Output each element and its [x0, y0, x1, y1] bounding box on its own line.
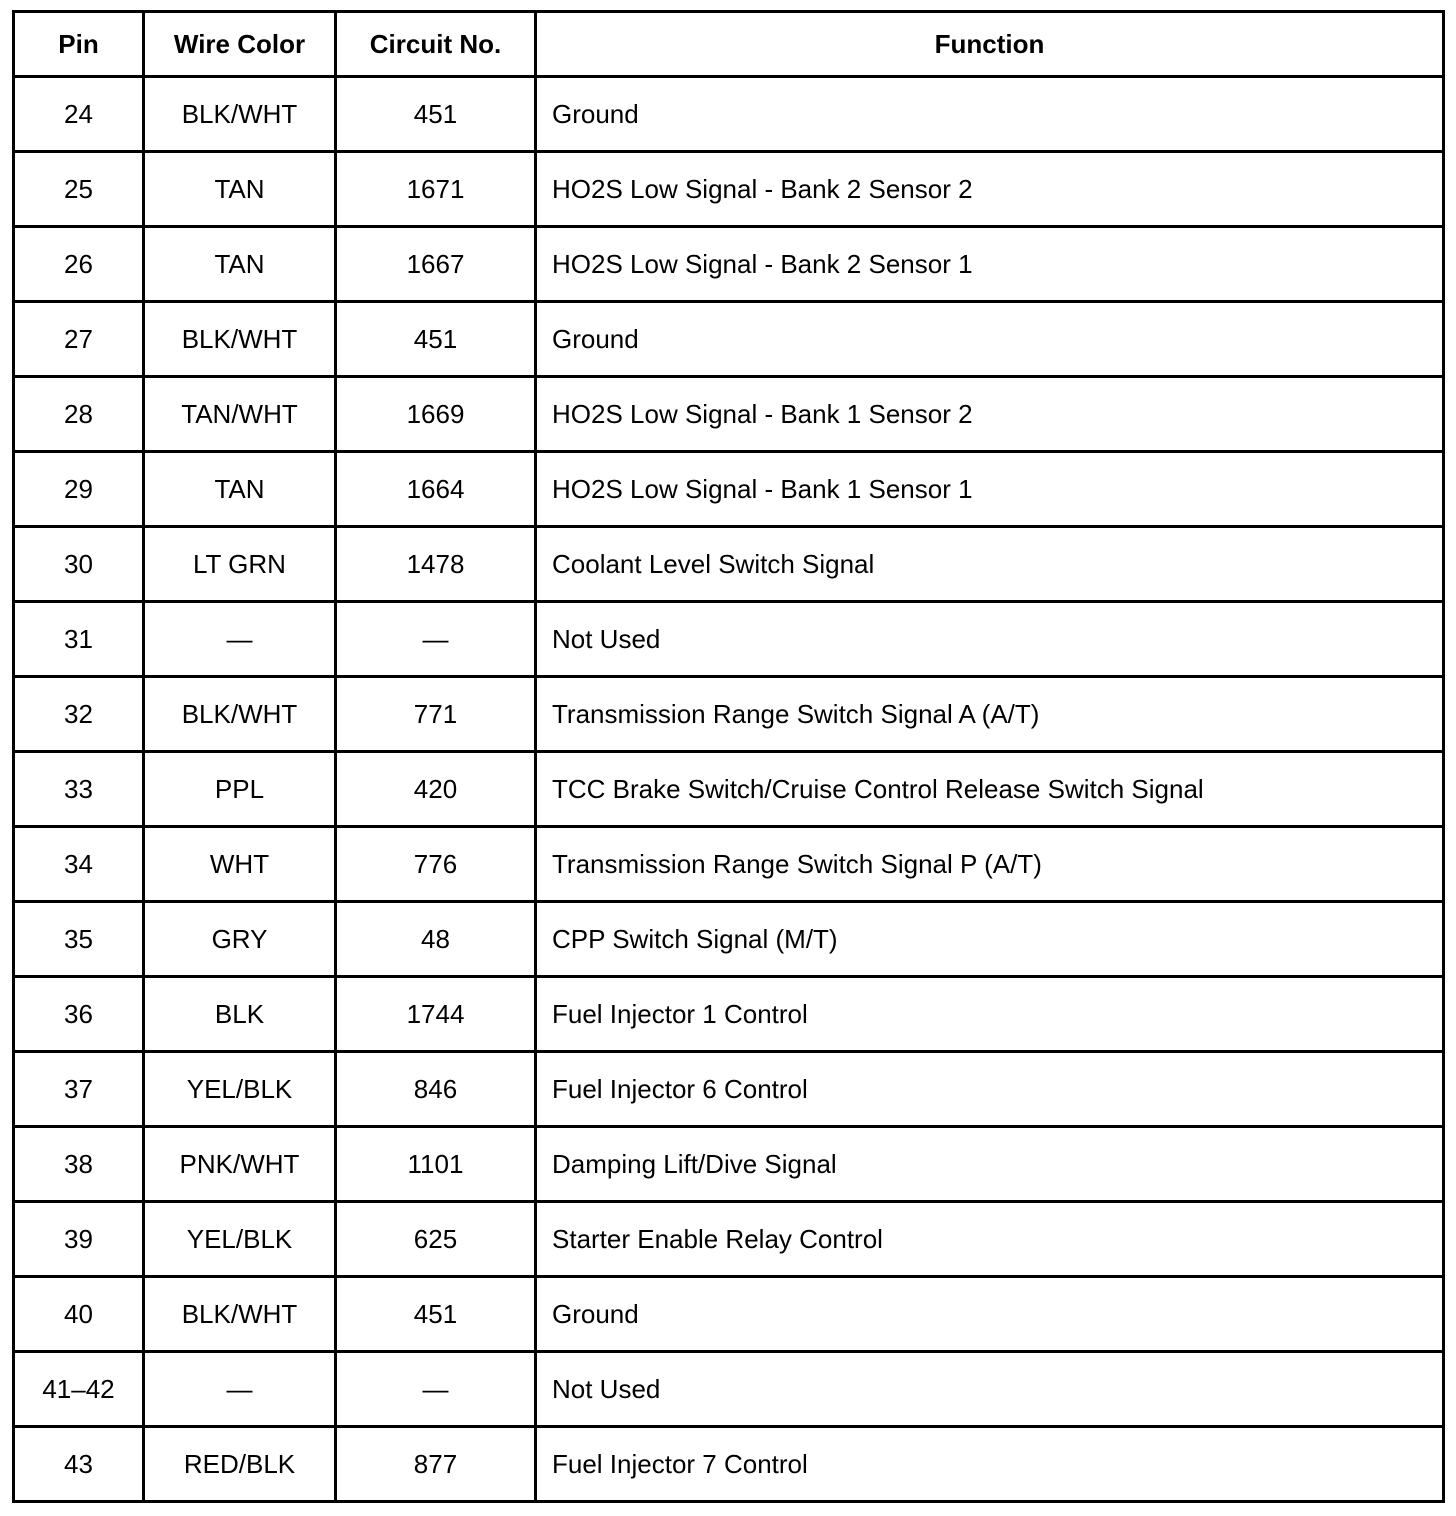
cell-function: HO2S Low Signal - Bank 2 Sensor 1 — [536, 227, 1444, 302]
header-pin: Pin — [14, 12, 144, 77]
header-circuit-no: Circuit No. — [336, 12, 536, 77]
cell-pin: 28 — [14, 377, 144, 452]
cell-circuit-no: 451 — [336, 302, 536, 377]
cell-pin: 43 — [14, 1427, 144, 1502]
table-row — [14, 1202, 1444, 1277]
table-row — [14, 452, 1444, 527]
cell-wire-color: YEL/BLK — [144, 1202, 336, 1277]
table-row — [14, 1277, 1444, 1352]
table-row — [14, 1427, 1444, 1502]
cell-wire-color: TAN/WHT — [144, 377, 336, 452]
table-row — [14, 1127, 1444, 1202]
cell-wire-color: BLK — [144, 977, 336, 1052]
table-row — [14, 752, 1444, 827]
cell-circuit-no: 1671 — [336, 152, 536, 227]
cell-pin: 27 — [14, 302, 144, 377]
cell-pin: 26 — [14, 227, 144, 302]
cell-circuit-no: 1101 — [336, 1127, 536, 1202]
cell-wire-color: PNK/WHT — [144, 1127, 336, 1202]
cell-pin: 36 — [14, 977, 144, 1052]
cell-wire-color: BLK/WHT — [144, 677, 336, 752]
cell-function: Ground — [536, 77, 1444, 152]
cell-wire-color: BLK/WHT — [144, 77, 336, 152]
table-body — [14, 77, 1444, 1502]
cell-circuit-no: 451 — [336, 1277, 536, 1352]
cell-function: Starter Enable Relay Control — [536, 1202, 1444, 1277]
table-row — [14, 302, 1444, 377]
cell-wire-color: TAN — [144, 227, 336, 302]
cell-function: HO2S Low Signal - Bank 2 Sensor 2 — [536, 152, 1444, 227]
cell-circuit-no: 625 — [336, 1202, 536, 1277]
table-row — [14, 827, 1444, 902]
cell-function: Damping Lift/Dive Signal — [536, 1127, 1444, 1202]
cell-wire-color: PPL — [144, 752, 336, 827]
cell-pin: 41–42 — [14, 1352, 144, 1427]
cell-wire-color: TAN — [144, 152, 336, 227]
cell-wire-color: — — [144, 1352, 336, 1427]
cell-function: Ground — [536, 302, 1444, 377]
cell-function: Fuel Injector 6 Control — [536, 1052, 1444, 1127]
cell-circuit-no: 451 — [336, 77, 536, 152]
table-row — [14, 152, 1444, 227]
table-row — [14, 77, 1444, 152]
cell-function: Transmission Range Switch Signal P (A/T) — [536, 827, 1444, 902]
header-wire-color: Wire Color — [144, 12, 336, 77]
cell-wire-color: BLK/WHT — [144, 302, 336, 377]
cell-pin: 39 — [14, 1202, 144, 1277]
table-row — [14, 1352, 1444, 1427]
cell-circuit-no: 771 — [336, 677, 536, 752]
cell-function: Fuel Injector 7 Control — [536, 1427, 1444, 1502]
cell-pin: 37 — [14, 1052, 144, 1127]
cell-circuit-no: 48 — [336, 902, 536, 977]
cell-circuit-no: 420 — [336, 752, 536, 827]
cell-circuit-no: 1478 — [336, 527, 536, 602]
cell-wire-color: BLK/WHT — [144, 1277, 336, 1352]
cell-wire-color: YEL/BLK — [144, 1052, 336, 1127]
table-header-row — [14, 12, 1444, 77]
cell-function: Not Used — [536, 1352, 1444, 1427]
cell-pin: 24 — [14, 77, 144, 152]
cell-circuit-no: 1667 — [336, 227, 536, 302]
cell-pin: 32 — [14, 677, 144, 752]
cell-circuit-no: — — [336, 602, 536, 677]
connector-pinout-table — [12, 10, 1445, 1503]
table-row — [14, 227, 1444, 302]
table-row — [14, 602, 1444, 677]
cell-circuit-no: 846 — [336, 1052, 536, 1127]
table-row — [14, 677, 1444, 752]
cell-pin: 29 — [14, 452, 144, 527]
cell-function: CPP Switch Signal (M/T) — [536, 902, 1444, 977]
table-row — [14, 377, 1444, 452]
cell-circuit-no: 776 — [336, 827, 536, 902]
table-row — [14, 1052, 1444, 1127]
cell-pin: 38 — [14, 1127, 144, 1202]
cell-wire-color: WHT — [144, 827, 336, 902]
cell-function: Fuel Injector 1 Control — [536, 977, 1444, 1052]
cell-circuit-no: 1669 — [336, 377, 536, 452]
cell-wire-color: GRY — [144, 902, 336, 977]
cell-function: Not Used — [536, 602, 1444, 677]
cell-pin: 25 — [14, 152, 144, 227]
cell-wire-color: — — [144, 602, 336, 677]
cell-pin: 31 — [14, 602, 144, 677]
cell-pin: 30 — [14, 527, 144, 602]
cell-function: HO2S Low Signal - Bank 1 Sensor 1 — [536, 452, 1444, 527]
cell-function: TCC Brake Switch/Cruise Control Release Switch Signal — [536, 752, 1444, 827]
cell-function: Ground — [536, 1277, 1444, 1352]
cell-pin: 33 — [14, 752, 144, 827]
cell-wire-color: LT GRN — [144, 527, 336, 602]
cell-circuit-no: 877 — [336, 1427, 536, 1502]
table-row — [14, 977, 1444, 1052]
cell-wire-color: TAN — [144, 452, 336, 527]
cell-function: HO2S Low Signal - Bank 1 Sensor 2 — [536, 377, 1444, 452]
cell-function: Transmission Range Switch Signal A (A/T) — [536, 677, 1444, 752]
table-row — [14, 902, 1444, 977]
cell-circuit-no: 1664 — [336, 452, 536, 527]
header-function: Function — [536, 12, 1444, 77]
cell-pin: 34 — [14, 827, 144, 902]
cell-pin: 35 — [14, 902, 144, 977]
cell-circuit-no: — — [336, 1352, 536, 1427]
cell-wire-color: RED/BLK — [144, 1427, 336, 1502]
cell-function: Coolant Level Switch Signal — [536, 527, 1444, 602]
cell-circuit-no: 1744 — [336, 977, 536, 1052]
cell-pin: 40 — [14, 1277, 144, 1352]
table-row — [14, 527, 1444, 602]
